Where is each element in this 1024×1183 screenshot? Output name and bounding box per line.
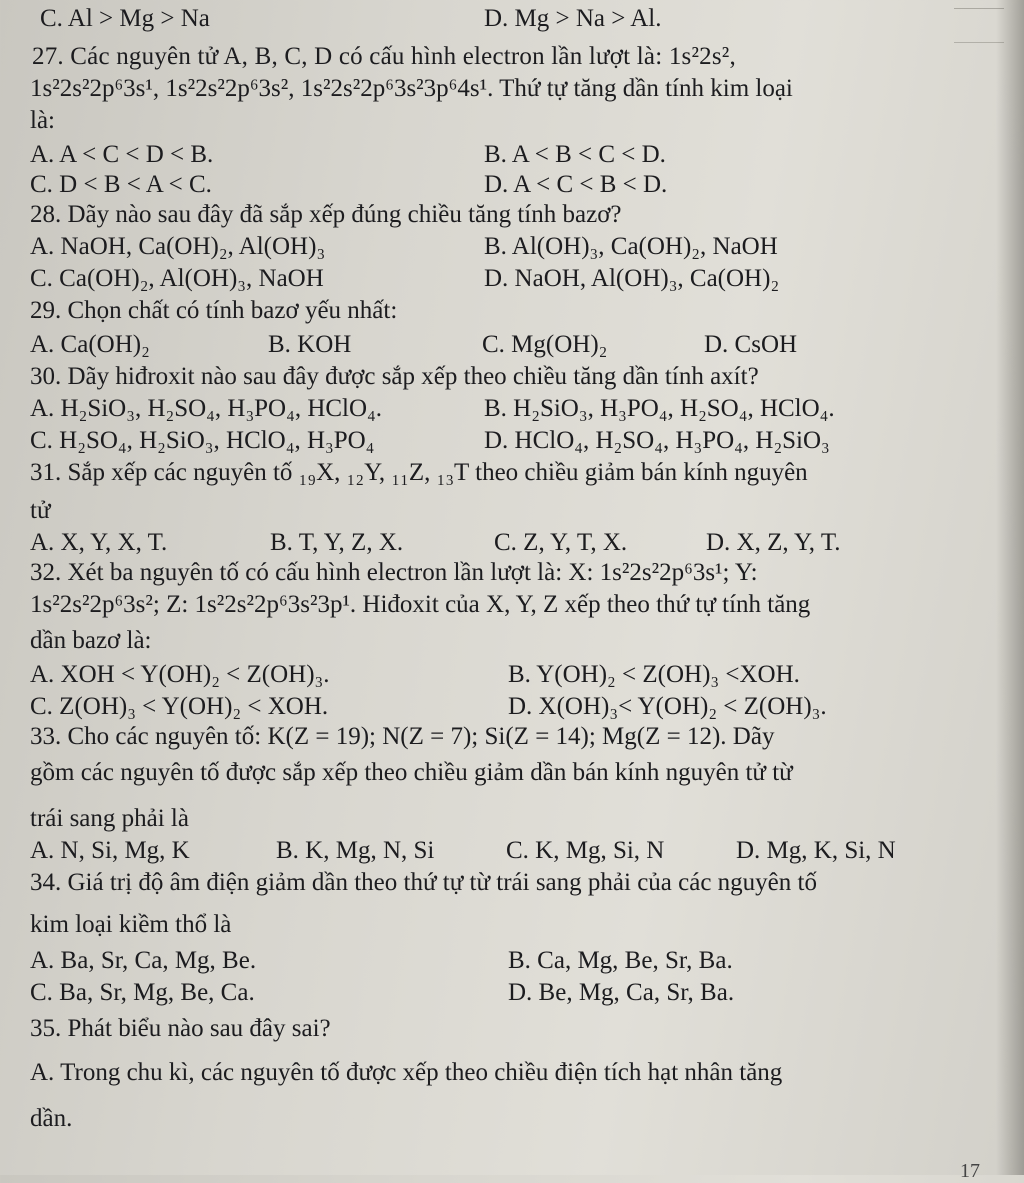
option-a-q35: A. Trong chu kì, các nguyên tố được xếp theo chiều điện tích hạt nhân tăng [30, 1059, 783, 1086]
question-35: 35. Phát biểu nào sau đây sai? [30, 1015, 331, 1042]
question-33: 33. Cho các nguyên tố: K(Z = 19); N(Z = 7); Si(Z = 14); Mg(Z = 12). Dãy [30, 723, 775, 750]
option-c-q30: C. H₂SO₄, H₂SiO₃, HClO₄, H₃PO₄ [30, 427, 375, 454]
question-32-cont2: dần bazơ là: [30, 627, 152, 654]
option-b-q34: B. Ca, Mg, Be, Sr, Ba. [508, 947, 733, 974]
option-c-q32: C. Z(OH)₃ < Y(OH)₂ < XOH. [30, 693, 329, 720]
option-d-q30: D. HClO₄, H₂SO₄, H₃PO₄, H₂SiO₃ [484, 427, 830, 454]
question-27-cont2: là: [30, 107, 55, 134]
option-c-q34: C. Ba, Sr, Mg, Be, Ca. [30, 979, 255, 1006]
question-28: 28. Dãy nào sau đây đã sắp xếp đúng chiều tăng tính bazơ? [30, 201, 622, 228]
question-31-cont: tử [30, 497, 51, 524]
question-27-cont: 1s²2s²2p⁶3s¹, 1s²2s²2p⁶3s², 1s²2s²2p⁶3s²3p⁶4s¹. Thứ tự tăng dần tính kim loại [30, 75, 793, 102]
option-c-q31: C. Z, Y, T, X. [494, 529, 628, 556]
option-b-q31: B. T, Y, Z, X. [270, 529, 404, 556]
option-d-q33: D. Mg, K, Si, N [736, 837, 896, 864]
option-d-q31: D. X, Z, Y, T. [706, 529, 841, 556]
option-d-q34: D. Be, Mg, Ca, Sr, Ba. [508, 979, 735, 1006]
question-32-cont: 1s²2s²2p⁶3s²; Z: 1s²2s²2p⁶3s²3p¹. Hiđoxit của X, Y, Z xếp theo thứ tự tính tăng [30, 591, 811, 618]
option-d-q26: D. Mg > Na > Al. [484, 5, 662, 32]
question-33-cont: gồm các nguyên tố được sắp xếp theo chiều giảm dần bán kính nguyên tử từ [30, 759, 793, 786]
option-a-q34: A. Ba, Sr, Ca, Mg, Be. [30, 947, 257, 974]
option-d-q27: D. A < C < B < D. [484, 171, 668, 198]
option-d-q28: D. NaOH, Al(OH)₃, Ca(OH)₂ [484, 265, 780, 292]
option-d-q32: D. X(OH)₃< Y(OH)₂ < Z(OH)₃. [508, 693, 827, 720]
option-c-q26: C. Al > Mg > Na [40, 5, 210, 32]
question-34-cont: kim loại kiềm thổ là [30, 911, 232, 938]
page-number: 17 [960, 1160, 980, 1182]
option-a-q31: A. X, Y, X, T. [30, 529, 168, 556]
option-a-q29: A. Ca(OH)₂ [30, 331, 150, 358]
option-a-q32: A. XOH < Y(OH)₂ < Z(OH)₃. [30, 661, 330, 688]
option-b-q29: B. KOH [268, 331, 352, 358]
question-31: 31. Sắp xếp các nguyên tố ₁₉X, ₁₂Y, ₁₁Z, ₁₃T theo chiều giảm bán kính nguyên [30, 459, 808, 486]
option-a-q33: A. N, Si, Mg, K [30, 837, 190, 864]
option-b-q32: B. Y(OH)₂ < Z(OH)₃ <XOH. [508, 661, 800, 688]
question-30: 30. Dãy hiđroxit nào sau đây được sắp xếp theo chiều tăng dần tính axít? [30, 363, 759, 390]
option-b-q28: B. Al(OH)₃, Ca(OH)₂, NaOH [484, 233, 778, 260]
question-33-cont2: trái sang phải là [30, 805, 189, 832]
option-c-q33: C. K, Mg, Si, N [506, 837, 665, 864]
option-c-q29: C. Mg(OH)₂ [482, 331, 608, 358]
option-b-q30: B. H₂SiO₃, H₃PO₄, H₂SO₄, HClO₄. [484, 395, 835, 422]
question-32: 32. Xét ba nguyên tố có cấu hình electron lần lượt là: X: 1s²2s²2p⁶3s¹; Y: [30, 559, 758, 586]
option-c-q27: C. D < B < A < C. [30, 171, 212, 198]
option-b-q27: B. A < B < C < D. [484, 141, 666, 168]
option-c-q28: C. Ca(OH)₂, Al(OH)₃, NaOH [30, 265, 324, 292]
option-b-q33: B. K, Mg, N, Si [276, 837, 435, 864]
option-a-q28: A. NaOH, Ca(OH)₂, Al(OH)₃ [30, 233, 326, 260]
question-34: 34. Giá trị độ âm điện giảm dần theo thứ tự từ trái sang phải của các nguyên tố [30, 869, 817, 896]
option-a-q27: A. A < C < D < B. [30, 141, 214, 168]
option-a-q30: A. H₂SiO₃, H₂SO₄, H₃PO₄, HClO₄. [30, 395, 383, 422]
question-27: 27. Các nguyên tử A, B, C, D có cấu hình electron lần lượt là: 1s²2s², [32, 43, 736, 70]
question-29: 29. Chọn chất có tính bazơ yếu nhất: [30, 297, 398, 324]
option-d-q29: D. CsOH [704, 331, 798, 358]
page-edge-shadow [996, 0, 1024, 1175]
option-a-q35-cont: dần. [30, 1105, 73, 1132]
